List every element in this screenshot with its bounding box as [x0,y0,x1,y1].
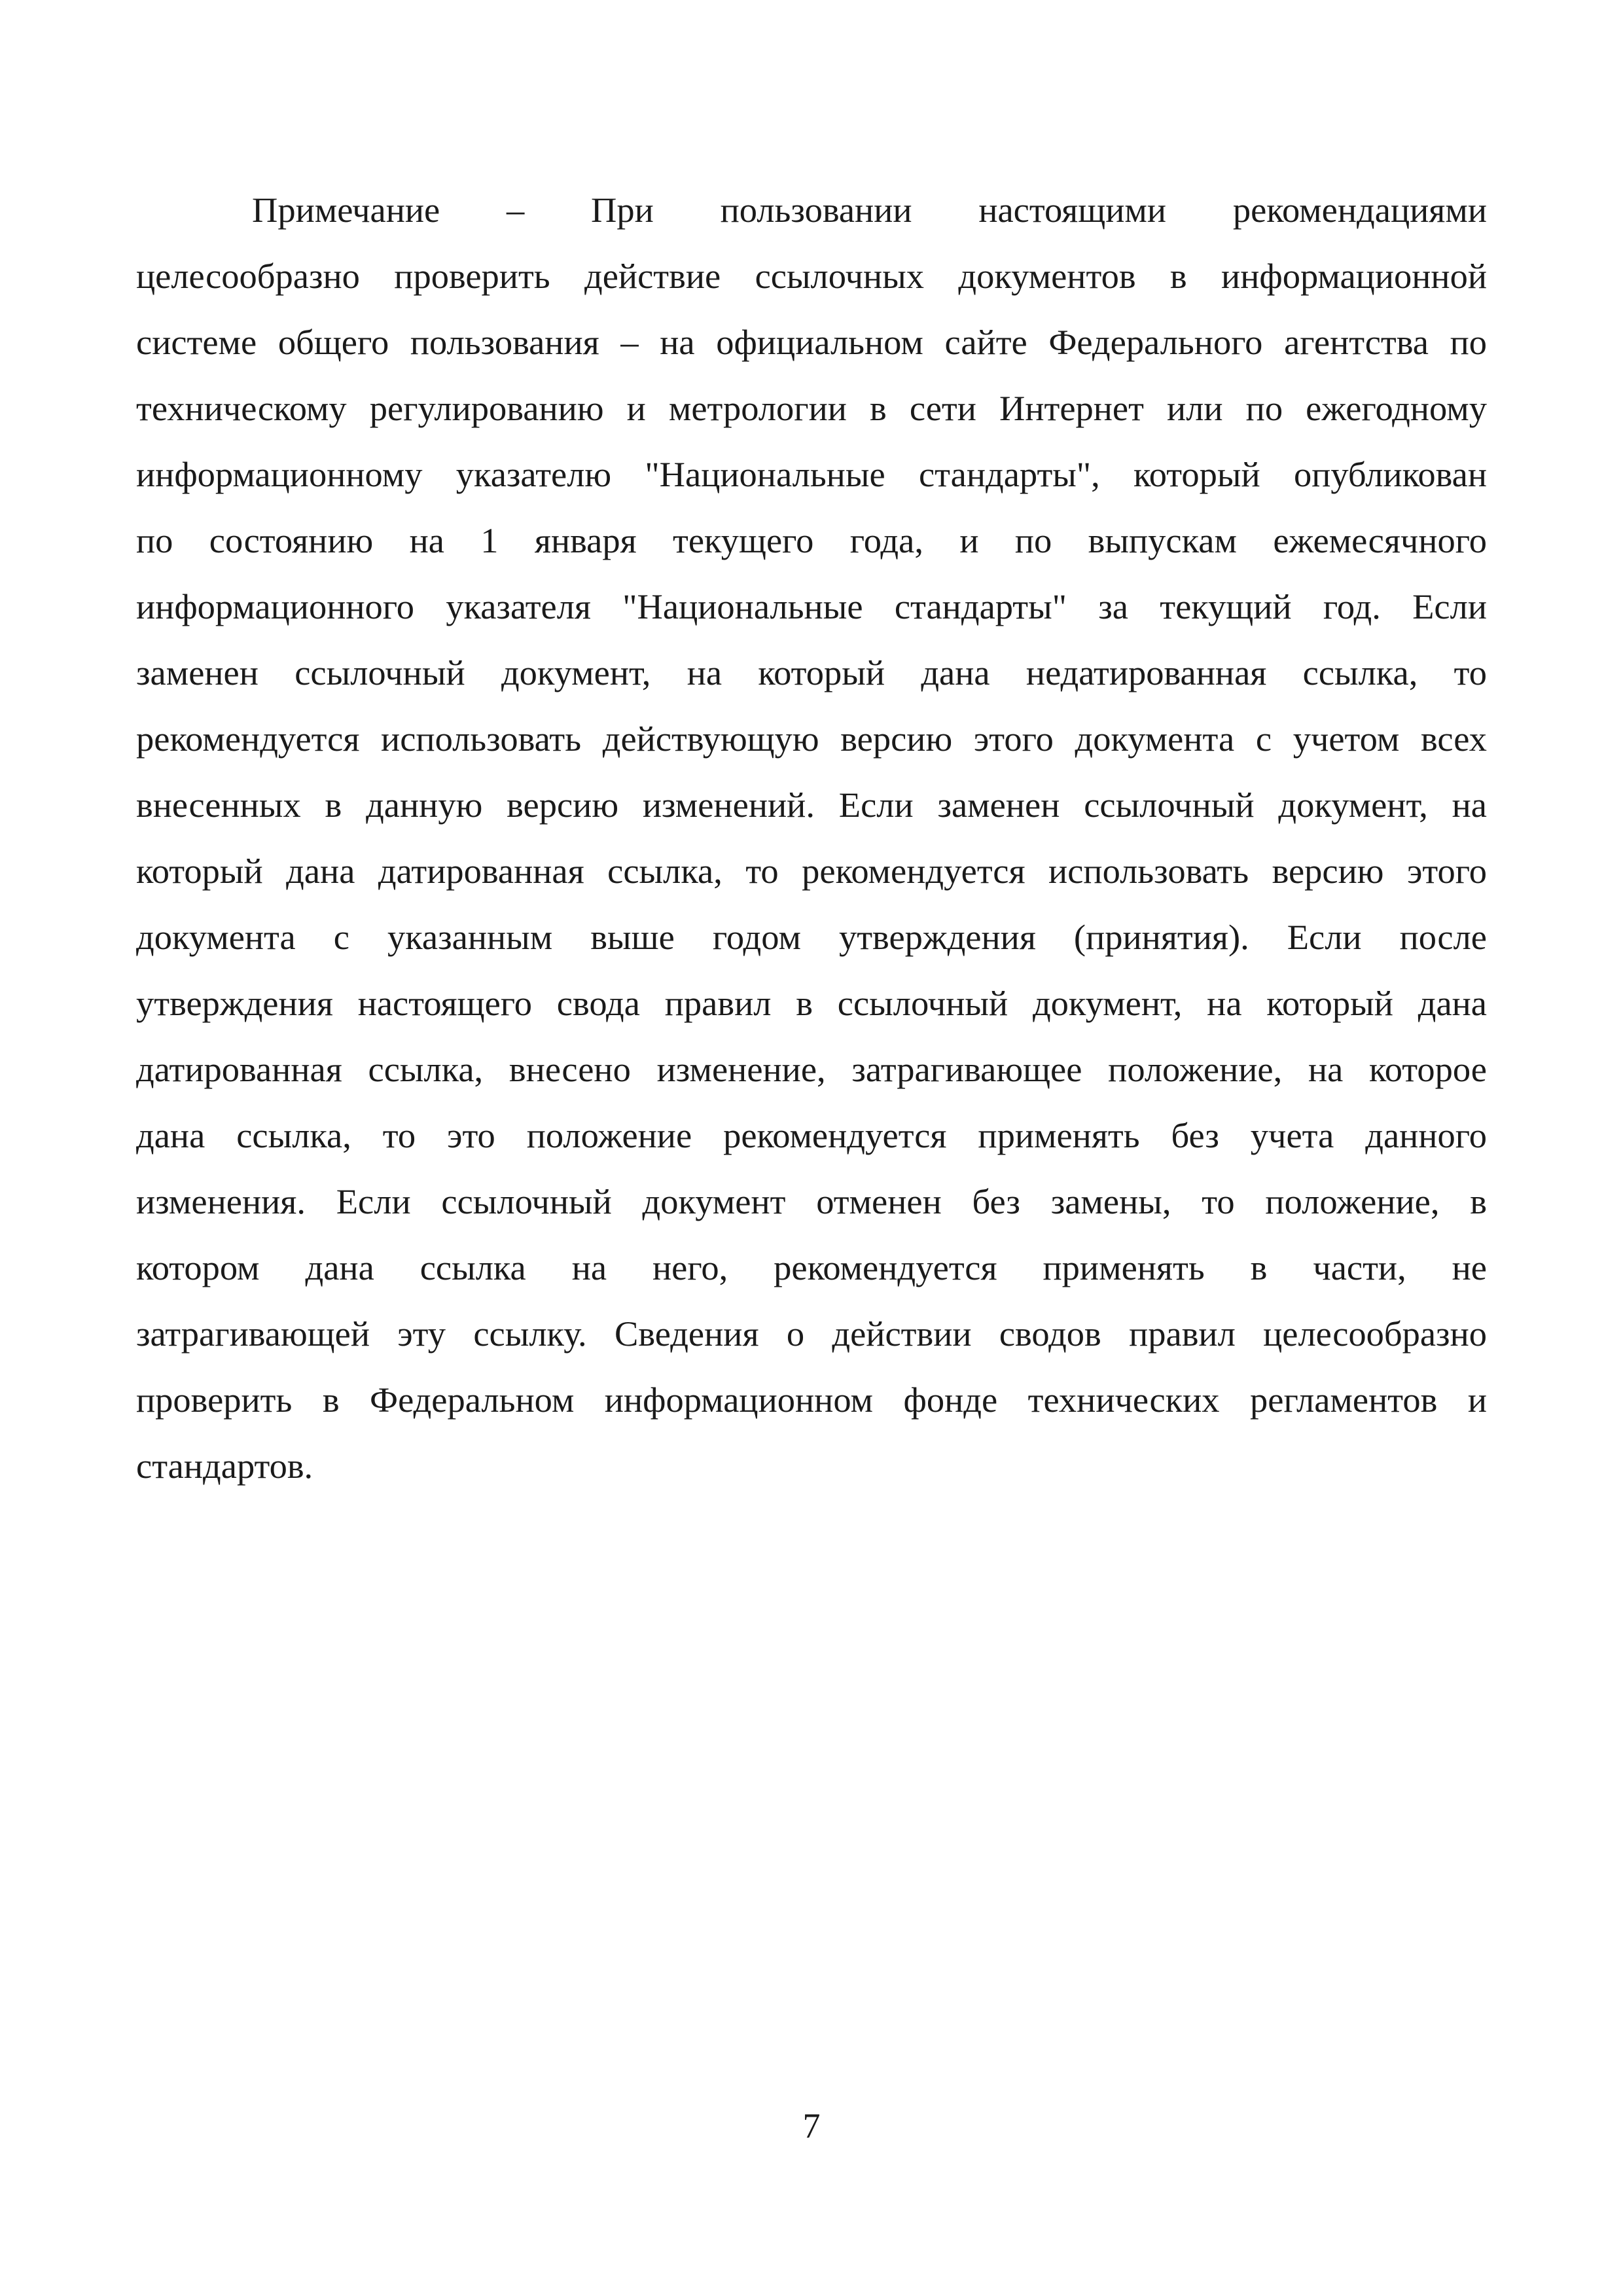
paragraph-line: системе общего пользования – на официальном сайте Федерального агентства по [136,322,1487,362]
paragraph-line: целесообразно проверить действие ссылочных документов в информационной [136,256,1487,296]
paragraph-line: информационного указателя "Национальные стандарты" за текущий год. Если [136,586,1487,626]
paragraph-line: стандартов. [136,1446,313,1486]
note-paragraph [136,177,1487,1499]
paragraph-line: внесенных в данную версию изменений. Если заменен ссылочный документ, на [136,785,1487,825]
paragraph-line: проверить в Федеральном информационном фонде технических регламентов и [136,1380,1487,1420]
paragraph-line: рекомендуется использовать действующую версию этого документа с учетом всех [136,719,1487,759]
paragraph-line: котором дана ссылка на него, рекомендуется применять в части, не [136,1247,1487,1287]
page-number: 7 [802,2106,821,2145]
paragraph-line: заменен ссылочный документ, на который дана недатированная ссылка, то [136,653,1487,692]
paragraph-line: датированная ссылка, внесено изменение, затрагивающее положение, на которое [136,1049,1487,1089]
paragraph-line: изменения. Если ссылочный документ отменен без замены, то положение, в [136,1181,1487,1221]
paragraph-line: затрагивающей эту ссылку. Сведения о действии сводов правил целесообразно [136,1314,1487,1354]
paragraph-line: дана ссылка, то это положение рекомендуется применять без учета данного [136,1115,1487,1155]
paragraph-line: документа с указанным выше годом утверждения (принятия). Если после [136,917,1487,957]
paragraph-line: информационному указателю "Национальные стандарты", который опубликован [136,454,1487,494]
paragraph-line: который дана датированная ссылка, то рекомендуется использовать версию этого [136,851,1487,891]
paragraph-line: утверждения настоящего свода правил в ссылочный документ, на который дана [136,983,1487,1023]
paragraph-line: по состоянию на 1 января текущего года, и по выпускам ежемесячного [136,520,1487,560]
paragraph-line: Примечание – При пользовании настоящими рекомендациями [252,190,1487,230]
paragraph-line: техническому регулированию и метрологии в сети Интернет или по ежегодному [136,388,1487,428]
